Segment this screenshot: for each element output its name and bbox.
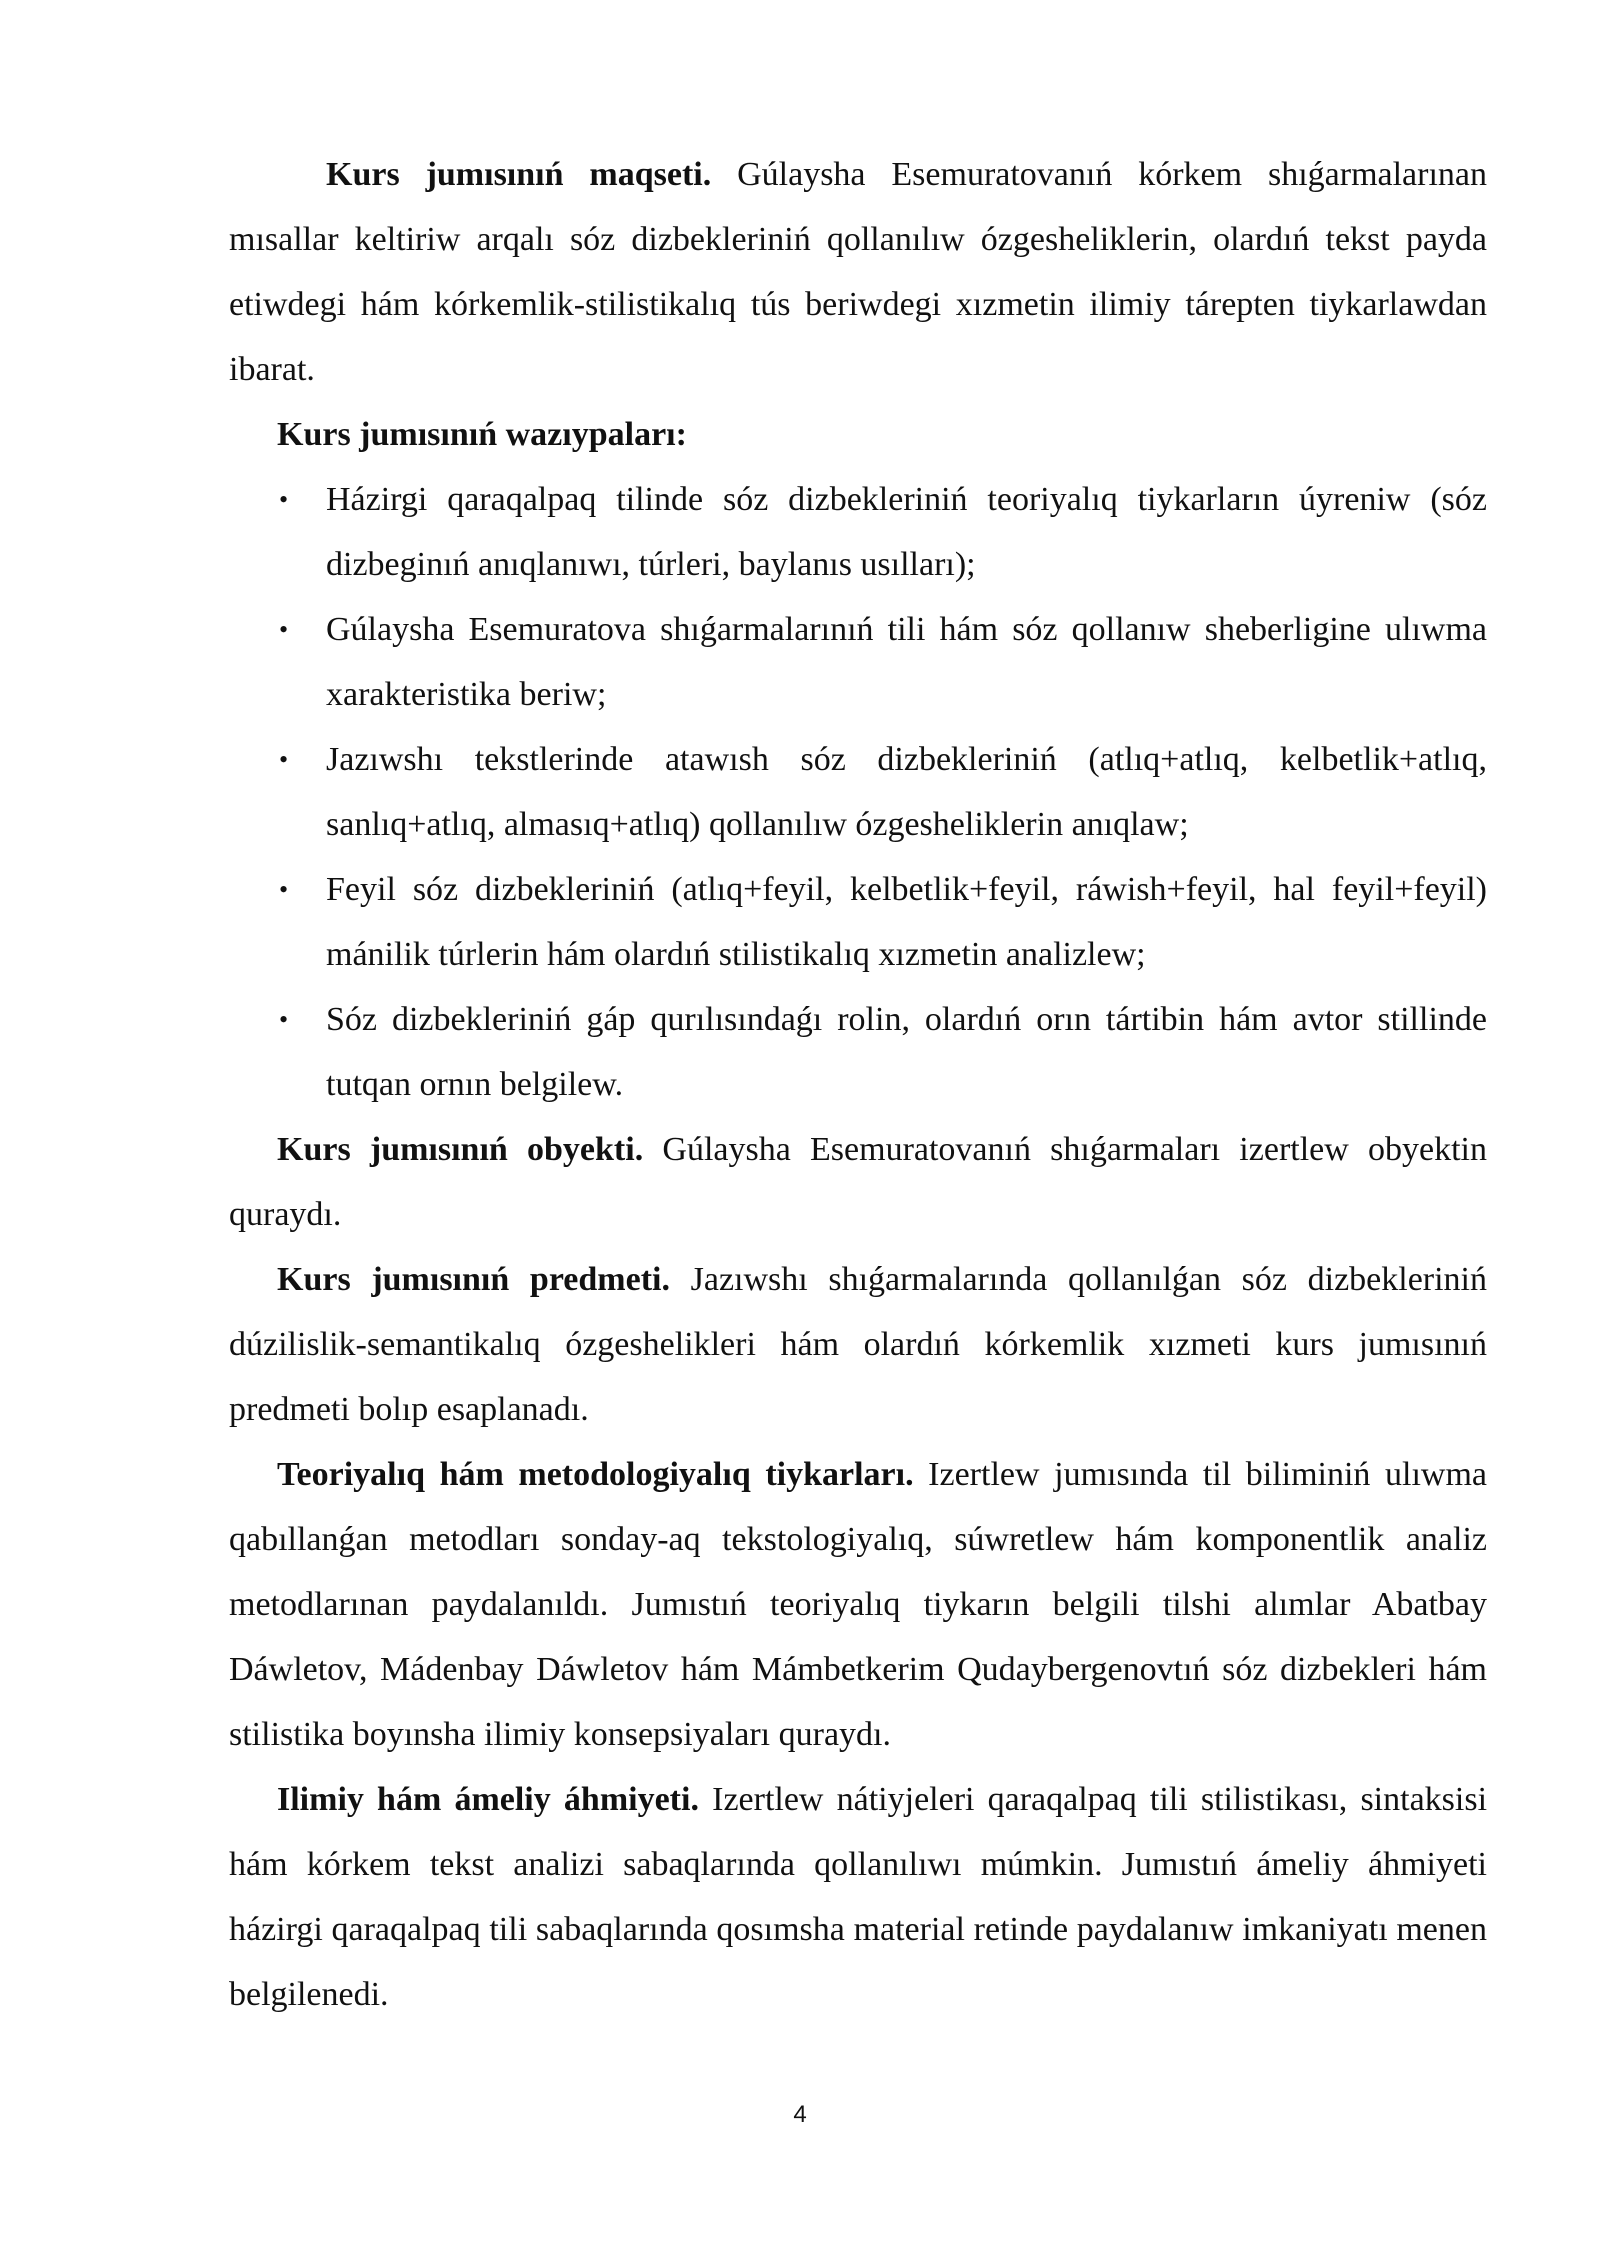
task-item — [229, 467, 1487, 597]
task-text: Házirgi qaraqalpaq tilinde sóz dizbekleriniń teoriyalıq tiykarların úyreniw (sóz dizbeginıń anıqlanıwı, túrleri, baylanıs usılları); — [326, 481, 1487, 583]
object-heading: Kurs jumısınıń obyekti. — [277, 1131, 644, 1168]
significance-text: Izertlew nátiyjeleri qaraqalpaq tili stilistikası, sintaksisi hám kórkem tekst analizi sabaqlarında qollanılıwı múmkin. Jumıstıń ámeliy áhmiyeti házirgi qaraqalpaq tili sabaqlarında qosımsha material retinde paydalanıw imkaniyatı menen belgilenedi. — [229, 1781, 1488, 2013]
purpose-heading: Kurs jumısınıń maqseti. — [326, 156, 712, 193]
significance-paragraph — [229, 1767, 1487, 2027]
object-paragraph — [229, 1117, 1487, 1247]
purpose-paragraph — [229, 142, 1487, 402]
bullet-icon: • — [279, 615, 289, 644]
methodology-heading: Teoriyalıq hám metodologiyalıq tiykarları. — [277, 1456, 914, 1493]
task-text: Gúlaysha Esemuratova shıǵarmalarınıń tili hám sóz qollanıw sheberligine ulıwma xarakteristika beriw; — [326, 611, 1487, 713]
page-number: 4 — [793, 2101, 807, 2128]
task-item — [229, 727, 1487, 857]
tasks-heading-paragraph — [229, 402, 1487, 467]
subject-heading: Kurs jumısınıń predmeti. — [277, 1261, 670, 1298]
document-body — [229, 142, 1487, 2027]
methodology-paragraph — [229, 1442, 1487, 1767]
object-text: Gúlaysha Esemuratovanıń shıǵarmaları izertlew obyektin quraydı. — [229, 1131, 1487, 1233]
subject-text: Jazıwshı shıǵarmalarında qollanılǵan sóz dizbekleriniń dúzilislik-semantikalıq ózgeshelikleri hám olardıń kórkemlik xızmeti kurs jumısınıń predmeti bolıp esaplanadı. — [229, 1261, 1488, 1428]
task-text: Feyil sóz dizbekleriniń (atlıq+feyil, kelbetlik+feyil, ráwish+feyil, hal feyil+feyil) mánilik túrlerin hám olardıń stilistikalıq xızmetin analizlew; — [326, 871, 1487, 973]
bullet-icon: • — [279, 485, 289, 514]
task-item — [229, 857, 1487, 987]
task-item — [229, 597, 1487, 727]
task-item — [229, 987, 1487, 1117]
tasks-heading: Kurs jumısınıń wazıypaları: — [277, 416, 687, 453]
methodology-text: Izertlew jumısında til biliminiń ulıwma qabıllanǵan metodları sonday-aq tekstologiyalıq, súwretlew hám komponentlik analiz metodlarınan paydalanıldı. Jumıstıń teoriyalıq tiykarın belgili tilshi alımlar Abatbay Dáwletov, Mádenbay Dáwletov hám Mámbetkerim Qudaybergenovtıń sóz dizbekleri hám stilistika boyınsha ilimiy konsepsiyaları quraydı. — [229, 1456, 1487, 1753]
bullet-icon: • — [279, 875, 289, 904]
subject-paragraph — [229, 1247, 1487, 1442]
purpose-text: Gúlaysha Esemuratovanıń kórkem shıǵarmalarınan mısallar keltiriw arqalı sóz dizbekleriniń qollanılıw ózgesheliklerin, olardıń tekst payda etiwdegi hám kórkemlik-stilistikalıq tús beriwdegi xızmetin ilimiy tárepten tiykarlawdan ibarat. — [229, 156, 1487, 388]
task-text: Jazıwshı tekstlerinde atawısh sóz dizbekleriniń (atlıq+atlıq, kelbetlik+atlıq, sanlıq+atlıq, almasıq+atlıq) qollanılıw ózgesheliklerin anıqlaw; — [326, 741, 1487, 843]
bullet-icon: • — [279, 745, 289, 774]
task-text: Sóz dizbekleriniń gáp qurılısındaǵı rolin, olardıń orın tártibin hám avtor stillinde tutqan ornın belgilew. — [326, 1001, 1487, 1103]
tasks-list — [229, 467, 1487, 1117]
bullet-icon: • — [279, 1005, 289, 1034]
significance-heading: Ilimiy hám ámeliy áhmiyeti. — [277, 1781, 699, 1818]
